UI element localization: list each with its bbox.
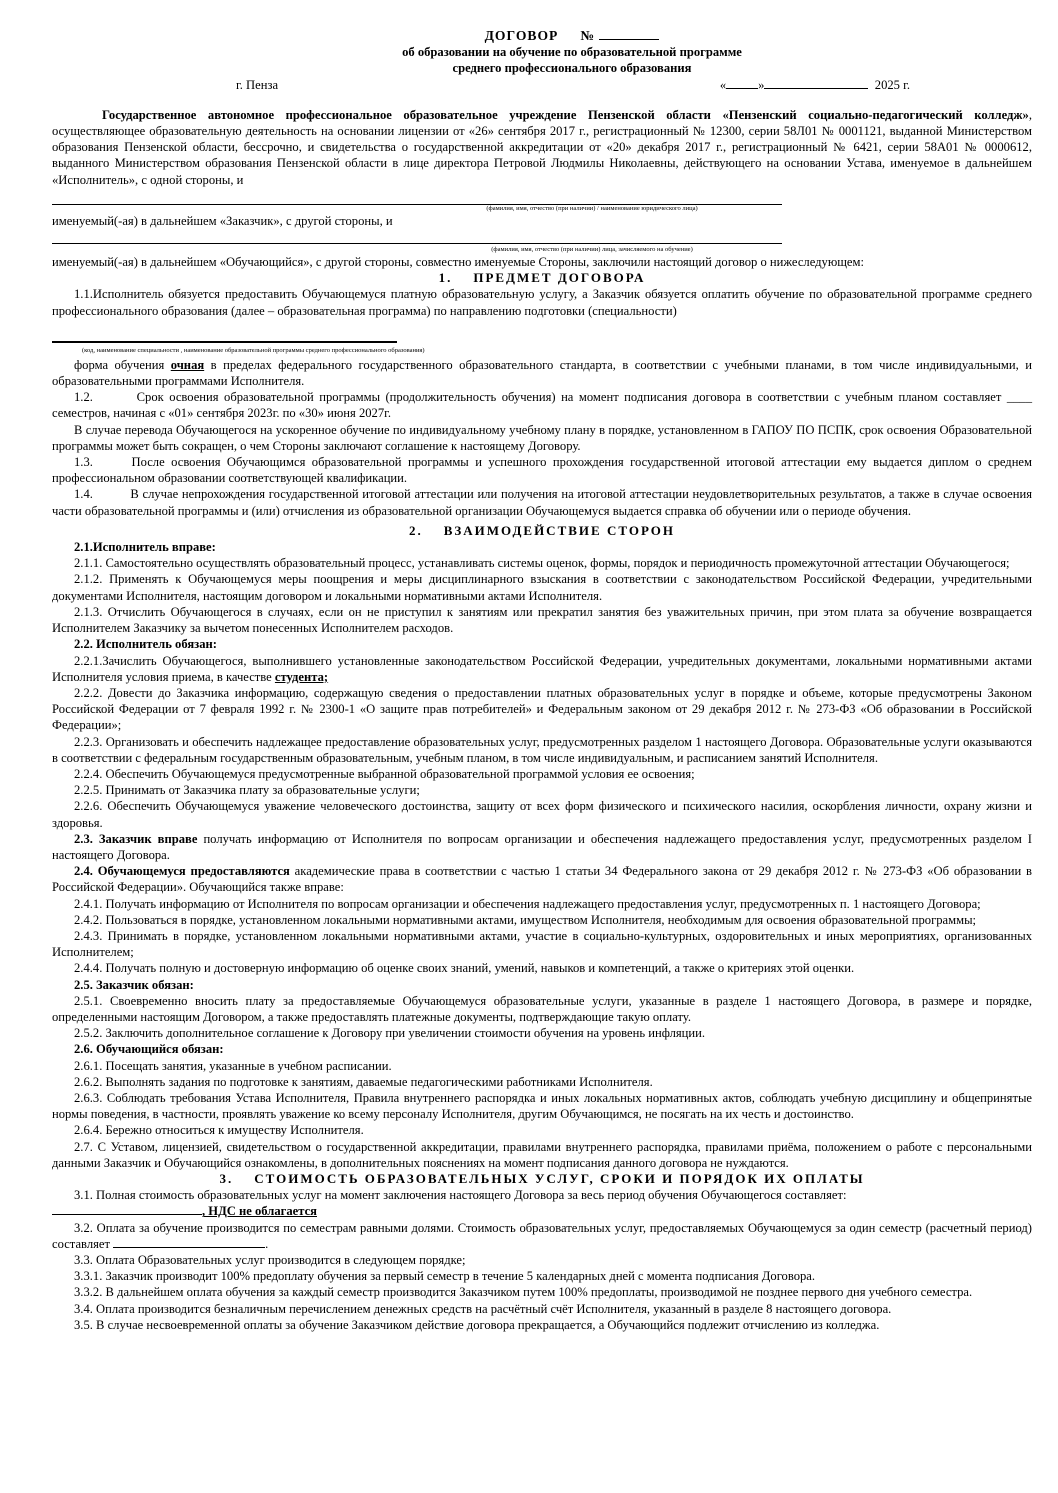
- clause-2-3-heading: 2.3. Заказчик вправе: [74, 831, 198, 846]
- section-3-title: [52, 1171, 1032, 1187]
- study-form-value: очная: [170, 357, 205, 372]
- student-caption: (фамилия, имя, отчество (при наличии) лица, зачисляемого на обучение): [491, 246, 693, 254]
- vat-note: , НДС не облагается: [202, 1204, 317, 1219]
- customer-line: именуемый(-ая) в дальнейшем «Заказчик», с другой стороны, и: [52, 213, 393, 228]
- contract-subtitle-2: среднего профессионального образования: [452, 61, 692, 76]
- section-2-text: ВЗАИМОДЕЙСТВИЕ СТОРОН: [443, 522, 676, 538]
- customer-name-line: [52, 190, 782, 205]
- clause-2-6-2: 2.6.2. Выполнять задания по подготовке к занятиям, даваемые педагогическими работниками Исполнителя.: [74, 1074, 653, 1089]
- clause-1-3: [52, 454, 1032, 486]
- section-1-title: [52, 270, 1032, 286]
- clause-2-2-1-text: 2.2.1.Зачислить Обучающегося, выполнившего установленные законодательством Российской Федерации, учредительных документами, локальными нормативными актами Исполнителя условия приема, в качестве: [52, 653, 1032, 684]
- contract-title: [112, 28, 1032, 44]
- date-close: »: [758, 77, 765, 92]
- clause-2-1-2: 2.1.2. Применять к Обучающемуся меры поощрения и меры дисциплинарного взыскания в соответствии с законодательством Российской Федерации, учредительными документами Исполнителя, настоящим договором и локальными нормативными актами Исполнителя.: [52, 572, 1032, 603]
- clause-2-4-2: 2.4.2. Пользоваться в порядке, установленном локальными нормативными актами, имуществом Исполнителя, необходимым для освоения образовательной программы;: [74, 912, 977, 927]
- clause-3-2-text: 3.2. Оплата за обучение производится по семестрам равными долями. Стоимость образовательных услуг, предоставляемых Обучающемуся за один семестр (расчетный период) составляет: [52, 1220, 1032, 1251]
- clause-2-2-heading: 2.2. Исполнитель обязан:: [74, 637, 217, 652]
- contract-page: [52, 28, 1032, 1333]
- clause-2-6-4: 2.6.4. Бережно относиться к имуществу Исполнителя.: [74, 1123, 364, 1138]
- specialty-caption: (код, наименование специальности , наименование образовательной программы среднего профессионального образования): [82, 346, 425, 354]
- clause-2-1-3: 2.1.3. Отчислить Обучающегося в случаях, если он не приступил к занятиям или прекратил занятия без уважительных причин, при этом плата за обучение возвращается Исполнителем Заказчику за вычетом понесенных Исполнителем расходов.: [52, 604, 1032, 636]
- clause-2-2-1: [52, 653, 1032, 685]
- clause-3-3-2: 3.3.2. В дальнейшем оплата обучения за каждый семестр производится Заказчиком путем 100% предоплаты, производимой не позднее первого дня учебного семестра.: [74, 1285, 973, 1300]
- clause-2-1-1: 2.1.1. Самостоятельно осуществлять образовательный процесс, устанавливать системы оценок, формы, порядок и периодичность промежуточной аттестации Обучающегося;: [74, 556, 1010, 571]
- date-open: «: [719, 77, 727, 92]
- clause-3-3-1: 3.3.1. Заказчик производит 100% предоплату обучения за первый семестр в течение 5 календарных дней с момента подписания Договора.: [74, 1269, 816, 1284]
- clause-1-2: [52, 389, 1032, 421]
- clause-2-4-1: 2.4.1. Получать информацию от Исполнителя по вопросам организации и обеспечения надлежащего предоставления услуг, предусмотренных п. 1 настоящего Договора;: [74, 896, 981, 911]
- clause-1-4-text: В случае непрохождения государственной итоговой аттестации или получения на итоговой аттестации неудовлетворительных результатов, а также в случае освоения части образовательной программы и (или) отчисления из образовательной организации Обучающемуся выдается справка об обучении или о периоде обучения.: [52, 487, 1033, 518]
- clause-2-2-1-status: студента;: [274, 669, 329, 684]
- clause-2-5-heading: 2.5. Заказчик обязан:: [74, 977, 194, 992]
- contract-date: [720, 77, 910, 93]
- section-2-num: 2.: [408, 522, 423, 538]
- city: г. Пенза: [236, 77, 279, 92]
- clause-2-3-text: получать информацию от Исполнителя по вопросам организации и обеспечения надлежащего предоставления услуг, предусмотренных разделом I настоящего Договора.: [52, 831, 1033, 862]
- clause-1-2-text: Срок освоения образовательной программы (продолжительность обучения) на момент подписания договора в соответствии с учебным планом составляет ____ семестров, начиная с «01» сентября 2023г. по «30» июня 2027г.: [52, 390, 1033, 421]
- clause-2-3: [52, 831, 1032, 863]
- total-cost-line: [52, 1203, 1032, 1219]
- clause-2-6-heading: 2.6. Обучающийся обязан:: [74, 1042, 224, 1057]
- title-text: ДОГОВОР: [484, 28, 559, 43]
- clause-1-3-text: После освоения Обучающимся образовательной программы и успешного прохождения государственной итоговой аттестации ему выдается диплом о среднем профессиональном образовании соответствующей квалификации.: [52, 455, 1032, 486]
- clause-2-7: 2.7. С Уставом, лицензией, свидетельством о государственной аккредитации, правилами внутреннего распорядка, правилами приёма, положением о работе с персональными данными Заказчик и Обучающийся ознакомлены, в дополнительных пояснениях на момент подписания данного договора не нуждаются.: [52, 1139, 1032, 1170]
- total-cost-blank: [52, 1214, 202, 1215]
- section-2-title: [52, 523, 1032, 539]
- clause-2-2-5: 2.2.5. Принимать от Заказчика плату за образовательные услуги;: [74, 783, 420, 798]
- city-date-row: [52, 77, 1032, 93]
- section-3-text: СТОИМОСТЬ ОБРАЗОВАТЕЛЬНЫХ УСЛУГ, СРОКИ И ПОРЯДОК ИХ ОПЛАТЫ: [254, 1171, 865, 1186]
- customer-caption: (фамилия, имя, отчество (при наличии) / наименование юридического лица): [486, 204, 698, 212]
- org-name: Государственное автономное профессиональное образовательное учреждение Пензенской области «Пензенский социально-педагогический колледж»: [102, 107, 1029, 122]
- clause-3-1: 3.1. Полная стоимость образовательных услуг на момент заключения настоящего Договора за весь период обучения Обучающегося составляет:: [74, 1188, 847, 1203]
- contract-number-blank: [599, 39, 659, 40]
- intro-paragraph: [52, 107, 1032, 188]
- clause-2-4-4: 2.4.4. Получать полную и достоверную информацию об оценке своих знаний, умений, навыков и компетенций, а также о критериях этой оценки.: [74, 961, 855, 976]
- section-3-num: 3.: [219, 1171, 234, 1186]
- study-form-text: в пределах федерального государственного образовательного стандарта, в соответствии с учебными планами, в том числе индивидуальными, и образовательными программами Исполнителя.: [52, 357, 1032, 389]
- clause-2-2-4: 2.2.4. Обеспечить Обучающемуся предусмотренные выбранной образовательной программой условия ее освоения;: [74, 766, 695, 781]
- year: 2025 г.: [874, 77, 910, 92]
- clause-2-4: [52, 863, 1032, 895]
- student-name-line: [52, 229, 782, 244]
- month-blank: [764, 88, 868, 89]
- section-1-num: 1.: [438, 270, 453, 286]
- clause-1-4: [52, 486, 1032, 518]
- clause-3-2: 3.2. Оплата за обучение производится по семестрам равными долями. Стоимость образовательных услуг, предоставляемых Обучающемуся за один семестр (расчетный период) составляет .: [52, 1220, 1032, 1251]
- contract-subtitle-1: об образовании на обучение по образовательной программе: [402, 45, 742, 60]
- day-blank: [726, 88, 758, 89]
- clause-2-4-heading: 2.4. Обучающемуся предоставляются: [74, 864, 290, 879]
- clause-3-4: 3.4. Оплата производится безналичным перечислением денежных средств на расчётный счёт Исполнителя, указанный в разделе 8 настоящего договора.: [74, 1301, 892, 1316]
- clause-2-2-6: 2.2.6. Обеспечить Обучающемуся уважение человеческого достоинства, защиту от всех форм физического и психического насилия, оскорбления личности, охрану жизни и здоровья.: [52, 799, 1032, 830]
- clause-1-1: 1.1.Исполнитель обязуется предоставить Обучающемуся платную образовательную услугу, а Заказчик обязуется оплатить обучение по образовательной программе среднего профессионального образования (далее – образовательная программа) по направлению подготовки (специальности): [52, 287, 1032, 318]
- clause-2-4-3: 2.4.3. Принимать в порядке, установленном локальными нормативными актами, участие в социально-культурных, оздоровительных и иных мероприятиях, организованных Исполнителем;: [52, 928, 1032, 960]
- org-text: , осуществляющее образовательную деятельность на основании лицензии от «26» сентября 2017 г., регистрационный № 12300, серии 58Л01 № 0001121, выданной Министерством образования Пензенской области, бессрочно, и свидетельства о государственной аккредитации от «20» декабря 2017 г., регистрационный № 6421, серии 58А01 № 0000612, выданного Министерством образования Пензенской области в лице директора Петровой Людмилы Николаевны, действующего на основании Устава, именуемое в дальнейшем «Исполнитель», с одной стороны, и: [52, 107, 1032, 187]
- clause-1-4-num: 1.4.: [74, 487, 93, 502]
- clause-2-5-2: 2.5.2. Заключить дополнительное соглашение к Договору при увеличении стоимости обучения на уровень инфляции.: [74, 1026, 706, 1041]
- clause-3-5: 3.5. В случае несвоевременной оплаты за обучение Заказчиком действие договора прекращается, а Обучающийся подлежит отчислению из колледжа.: [74, 1317, 880, 1332]
- study-form: [52, 357, 1032, 389]
- student-line: именуемый(-ая) в дальнейшем «Обучающийся», с другой стороны, совместно именуемые Стороны, заключили настоящий договор о нижеследующем:: [52, 255, 864, 270]
- clause-2-1-heading: 2.1.Исполнитель вправе:: [74, 540, 216, 555]
- clause-3-3: 3.3. Оплата Образовательных услуг производится в следующем порядке;: [74, 1253, 466, 1268]
- clause-1-2-num: 1.2.: [74, 390, 93, 405]
- clause-1-2-acceleration: В случае перевода Обучающегося на ускоренное обучение по индивидуальному учебному плану в порядке, установленном в ГАПОУ ПО ПСПК, срок освоения Образовательной программы может быть сокращен, о чем Стороны заключают соглашение к настоящему Договору.: [52, 422, 1032, 453]
- specialty-line: [52, 319, 397, 343]
- clause-1-3-num: 1.3.: [74, 455, 93, 470]
- clause-2-5-1: 2.5.1. Своевременно вносить плату за предоставляемые Обучающемуся образовательные услуги, указанные в разделе 1 настоящего Договора, в размере и порядке, определенными настоящим Договором, а также предоставлять платежные документы, подтверждающие такую оплату.: [52, 993, 1032, 1024]
- clause-2-6-1: 2.6.1. Посещать занятия, указанные в учебном расписании.: [74, 1058, 392, 1073]
- clause-2-6-3: 2.6.3. Соблюдать требования Устава Исполнителя, Правила внутреннего распорядка и иных локальных нормативных актов, соблюдать учебную дисциплину и общепринятые нормы поведения, в частности, проявлять уважение ко всему персоналу Исполнителя, другим Обучающимся, не посягать на их честь и достоинство.: [52, 1090, 1032, 1122]
- study-form-label: форма обучения: [74, 357, 171, 372]
- clause-2-4-text: академические права в соответствии с частью 1 статьи 34 Федерального закона от 29 декабря 2012 г. № 273-ФЗ «Об образовании в Российской Федерации». Обучающийся также вправе:: [52, 864, 1032, 895]
- number-sign: №: [580, 28, 596, 43]
- section-1-text: ПРЕДМЕТ ДОГОВОРА: [473, 270, 646, 286]
- clause-2-2-3: 2.2.3. Организовать и обеспечить надлежащее предоставление образовательных услуг, предусмотренных разделом 1 настоящего Договора. Образовательные услуги оказываются в соответствии с федеральным государственным образовательным, учебным планом, в том числе индивидуальным, и расписанием занятий Исполнителя.: [52, 734, 1032, 765]
- semester-cost-blank: [113, 1247, 265, 1248]
- clause-2-2-2: 2.2.2. Довести до Заказчика информацию, содержащую сведения о предоставлении платных образовательных услуг в порядке и объеме, которые предусмотрены Законом Российской Федерации от 7 февраля 1992 г. № 2300-1 «О защите прав потребителей» и Федеральным законом от 29 декабря 2012 г. № 273-ФЗ «Об образовании в Российской Федерации»;: [52, 685, 1032, 733]
